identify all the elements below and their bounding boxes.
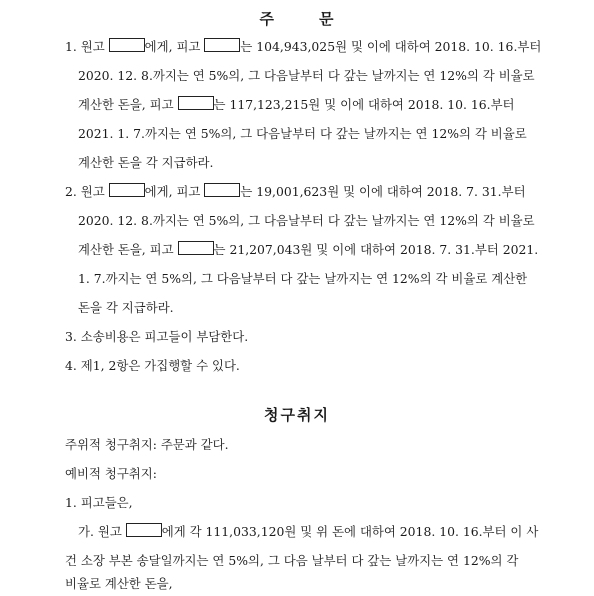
redaction-box xyxy=(178,241,214,255)
judgment-heading-left: 주 xyxy=(259,10,275,28)
item1-line1: 1. 원고 에게, 피고 는 104,943,025원 및 이에 대하여 2018. 10. 16.부터 xyxy=(65,39,542,54)
claim-ga-line1: 가. 원고 에게 각 111,033,120원 및 위 돈에 대하여 2018. 10. 16.부터 이 사 xyxy=(78,524,539,539)
redaction-box xyxy=(204,38,240,52)
item2-line3: 계산한 돈을, 피고 는 21,207,043원 및 이에 대하여 2018. 7. 31.부터 2021. xyxy=(78,242,539,257)
primary-claim: 주위적 청구취지: 주문과 같다. xyxy=(65,437,229,452)
item2-line5: 돈을 각 지급하라. xyxy=(78,300,174,315)
claim-ga-line2: 건 소장 부본 송달일까지는 연 5%의, 그 다음 날부터 다 갚는 날까지는 연 12%의 각 xyxy=(65,553,519,568)
redaction-box xyxy=(178,96,214,110)
alternative-claim: 예비적 청구취지: xyxy=(65,466,157,481)
item1-line4: 2021. 1. 7.까지는 연 5%의, 그 다음날부터 다 갚는 날까지는 연 12%의 각 비율로 xyxy=(78,126,527,141)
judgment-heading-right: 문 xyxy=(319,10,335,28)
item1-line3: 계산한 돈을, 피고 는 117,123,215원 및 이에 대하여 2018. 10. 16.부터 xyxy=(78,97,515,112)
item1-line2: 2020. 12. 8.까지는 연 5%의, 그 다음날부터 다 갚는 날까지는 연 12%의 각 비율로 xyxy=(78,68,535,83)
judgment-heading xyxy=(0,8,594,29)
redaction-box xyxy=(126,523,162,537)
item2-line4: 1. 7.까지는 연 5%의, 그 다음날부터 다 갚는 날까지는 연 12%의 각 비율로 계산한 xyxy=(78,271,528,286)
item2-line2: 2020. 12. 8.까지는 연 5%의, 그 다음날부터 다 갚는 날까지는 연 12%의 각 비율로 xyxy=(78,213,535,228)
item2-line1: 2. 원고 에게, 피고 는 19,001,623원 및 이에 대하여 2018. 7. 31.부터 xyxy=(65,184,526,199)
item3: 3. 소송비용은 피고들이 부담한다. xyxy=(65,329,249,344)
redaction-box xyxy=(109,183,145,197)
item4: 4. 제1, 2항은 가집행할 수 있다. xyxy=(65,358,240,373)
claim-heading: 청구취지 xyxy=(264,406,330,424)
claim-ga-line3: 비율로 계산한 돈을, xyxy=(65,576,173,591)
claim-item1: 1. 피고들은, xyxy=(65,495,133,510)
redaction-box xyxy=(204,183,240,197)
item1-line5: 계산한 돈을 각 지급하라. xyxy=(78,155,214,170)
redaction-box xyxy=(109,38,145,52)
